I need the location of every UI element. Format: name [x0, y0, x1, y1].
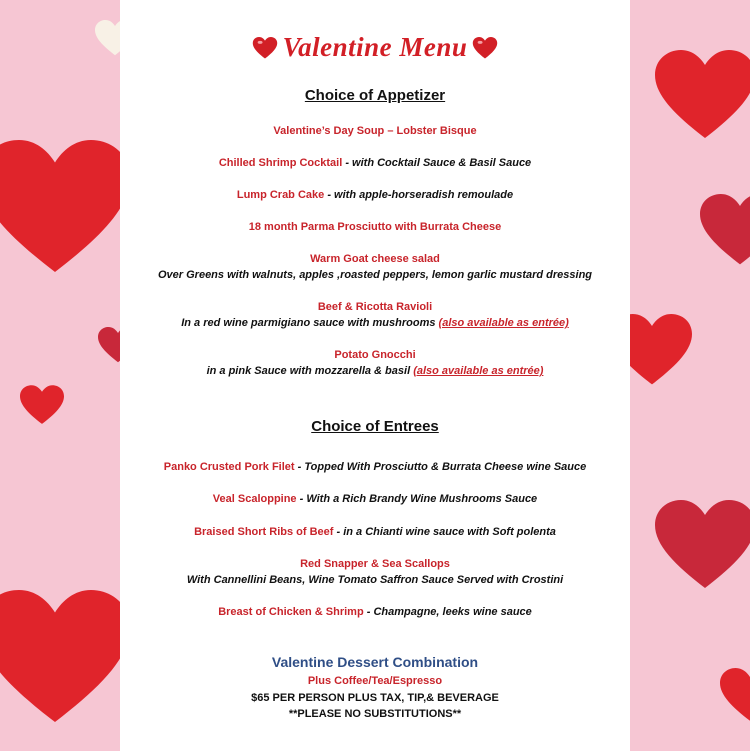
dessert-subheading: Plus Coffee/Tea/Espresso: [307, 675, 443, 687]
item-name: 18 month Parma Prosciutto with Burrata Cheese: [248, 221, 502, 233]
item-name: Valentine’s Day Soup – Lobster Bisque: [273, 125, 477, 137]
menu-item-desc: [120, 316, 630, 330]
item-name: Warm Goat cheese salad: [310, 253, 440, 265]
menu-item-name: [120, 252, 630, 266]
item-name: Lump Crab Cake: [236, 189, 325, 201]
item-desc: - with apple-horseradish remoulade: [324, 189, 514, 201]
heart-icon: [655, 500, 750, 590]
item-desc: Over Greens with walnuts, apples ,roasted peppers, lemon garlic mustard dressing: [157, 269, 593, 281]
entree-note: (also available as entrée): [438, 317, 569, 329]
heart-icon: [252, 37, 278, 59]
dessert-heading: Valentine Dessert Combination: [271, 654, 479, 670]
item-name: Braised Short Ribs of Beef: [194, 526, 334, 538]
heart-icon: [700, 180, 750, 280]
menu-item: [120, 188, 630, 202]
price-line: $65 PER PERSON PLUS TAX, TIP,& BEVERAGE: [251, 692, 499, 704]
item-name: Chilled Shrimp Cocktail: [218, 157, 343, 169]
menu-item: [120, 156, 630, 170]
item-desc: - Champagne, leeks wine sauce: [363, 606, 532, 618]
item-name: Panko Crusted Pork Filet: [163, 461, 295, 473]
menu-item-name: [120, 557, 630, 571]
heart-icon: [655, 50, 750, 140]
menu-item: [120, 525, 630, 539]
item-desc: in a pink Sauce with mozzarella & basil: [206, 365, 414, 377]
item-name: Veal Scaloppine: [212, 493, 297, 505]
menu-item-desc: [120, 364, 630, 378]
menu-page: [120, 0, 630, 751]
item-desc: - with Cocktail Sauce & Basil Sauce: [342, 157, 532, 169]
menu-item: [120, 220, 630, 234]
entree-note: (also available as entrée): [413, 365, 544, 377]
item-name: Potato Gnocchi: [334, 349, 416, 361]
menu-title: Valentine Menu: [282, 32, 468, 62]
menu-item-name: [120, 300, 630, 314]
menu-item-desc: [120, 573, 630, 587]
item-desc: - With a Rich Brandy Wine Mushrooms Sauce: [296, 493, 538, 505]
item-desc: With Cannellini Beans, Wine Tomato Saffron Sauce Served with Crostini: [186, 574, 564, 586]
heart-icon: [0, 590, 130, 725]
menu-item-desc: [120, 268, 630, 282]
heart-icon: [20, 385, 64, 425]
item-name: Beef & Ricotta Ravioli: [317, 301, 433, 313]
menu-item: [120, 605, 630, 619]
menu-item-name: [120, 348, 630, 362]
appetizer-heading: Choice of Appetizer: [304, 87, 446, 104]
item-name: Breast of Chicken & Shrimp: [218, 606, 364, 618]
entree-heading: Choice of Entrees: [311, 418, 439, 435]
title-row: [120, 32, 630, 66]
heart-icon: [720, 640, 750, 750]
item-desc: In a red wine parmigiano sauce with mushrooms: [181, 317, 439, 329]
item-desc: - Topped With Prosciutto & Burrata Cheese wine Sauce: [294, 461, 587, 473]
substitution-note: **PLEASE NO SUBSTITUTIONS**: [288, 708, 462, 720]
menu-item: [120, 492, 630, 506]
item-name: Red Snapper & Sea Scallops: [300, 558, 450, 570]
item-desc: - in a Chianti wine sauce with Soft polenta: [333, 526, 556, 538]
heart-icon: [0, 140, 130, 275]
heart-icon: [472, 37, 498, 59]
menu-item: [120, 460, 630, 474]
menu-item: [120, 124, 630, 138]
